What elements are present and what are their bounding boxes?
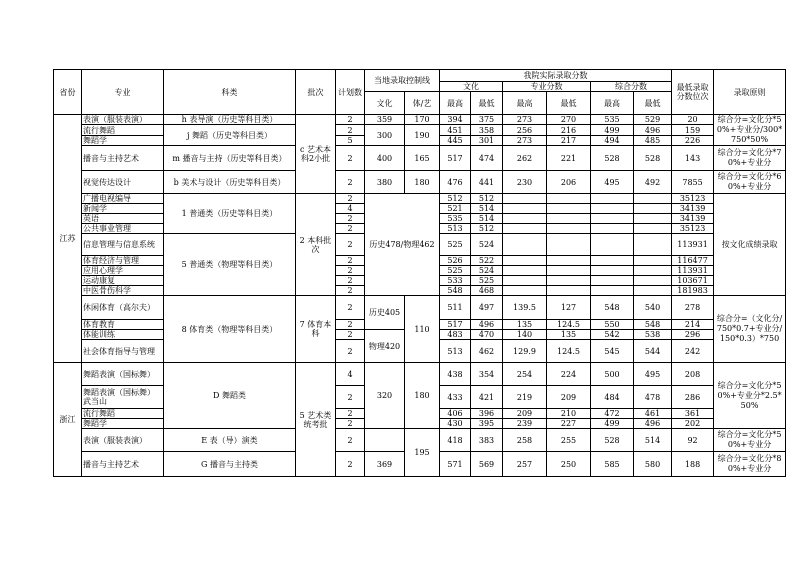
table-row xyxy=(54,194,786,204)
score-cell xyxy=(591,286,634,296)
score-cell: 495 xyxy=(634,363,672,386)
score-cell: 550 xyxy=(591,320,634,330)
score-cell: 540 xyxy=(634,296,672,320)
rank-cell: 113931 xyxy=(672,234,714,256)
score-cell xyxy=(547,286,591,296)
score-cell: 528 xyxy=(634,146,672,171)
rank-cell: 226 xyxy=(672,136,714,146)
score-cell: 472 xyxy=(591,409,634,419)
plan-cell: 2 xyxy=(336,234,365,256)
table-row xyxy=(54,125,786,136)
score-cell: 533 xyxy=(440,276,471,286)
score-cell: 418 xyxy=(440,429,471,452)
score-cell xyxy=(634,256,672,266)
score-cell xyxy=(503,214,547,224)
score-cell: 468 xyxy=(471,286,503,296)
rank-cell: 361 xyxy=(672,409,714,419)
score-cell: 135 xyxy=(547,330,591,340)
major-cell: 中医骨伤科学 xyxy=(82,286,164,296)
plan-cell: 2 xyxy=(336,286,365,296)
score-cell: 529 xyxy=(634,115,672,125)
batch-cell: 5 艺术类统考批 xyxy=(296,363,336,477)
rank-cell: 34139 xyxy=(672,204,714,214)
score-cell: 250 xyxy=(547,452,591,477)
rank-cell: 286 xyxy=(672,386,714,409)
admission-table xyxy=(53,69,786,477)
plan-cell: 2 xyxy=(336,266,365,276)
score-cell: 525 xyxy=(440,266,471,276)
score-cell: 375 xyxy=(471,115,503,125)
score-cell: 514 xyxy=(634,429,672,452)
score-cell: 219 xyxy=(503,386,547,409)
major-cell: 表演（服装表演） xyxy=(82,429,164,452)
score-cell: 497 xyxy=(471,296,503,320)
plan-cell: 2 xyxy=(336,429,365,452)
score-cell: 478 xyxy=(634,386,672,409)
header-culture-low: 最低 xyxy=(471,92,503,115)
score-cell: 461 xyxy=(634,409,672,419)
score-cell: 511 xyxy=(440,296,471,320)
major-cell: 体能训练 xyxy=(82,330,164,340)
control-culture-cell: 历史405 xyxy=(365,296,405,330)
score-cell xyxy=(591,224,634,234)
score-cell xyxy=(591,214,634,224)
rank-cell: 103671 xyxy=(672,276,714,286)
score-cell: 525 xyxy=(471,276,503,286)
score-cell: 394 xyxy=(440,115,471,125)
header-composite: 综合分数 xyxy=(591,82,672,92)
score-cell: 524 xyxy=(471,234,503,256)
score-cell xyxy=(634,194,672,204)
score-cell: 217 xyxy=(547,136,591,146)
score-cell: 254 xyxy=(503,363,547,386)
plan-cell: 2 xyxy=(336,194,365,204)
score-cell xyxy=(547,214,591,224)
rank-cell: 181983 xyxy=(672,286,714,296)
score-cell xyxy=(634,214,672,224)
score-cell xyxy=(547,204,591,214)
plan-cell: 2 xyxy=(336,330,365,340)
header-major: 专业 xyxy=(82,70,164,115)
score-cell xyxy=(591,194,634,204)
score-cell xyxy=(634,266,672,276)
table-row xyxy=(54,146,786,171)
header-min-rank: 最低录取分数位次 xyxy=(672,70,714,115)
score-cell: 496 xyxy=(634,125,672,136)
score-cell: 517 xyxy=(440,320,471,330)
rank-cell: 296 xyxy=(672,330,714,340)
score-cell xyxy=(503,224,547,234)
major-cell: 体育经济与管理 xyxy=(82,256,164,266)
plan-cell: 2 xyxy=(336,224,365,234)
major-cell: 体育教育 xyxy=(82,320,164,330)
score-cell: 548 xyxy=(440,286,471,296)
score-cell: 569 xyxy=(471,452,503,477)
score-cell: 140 xyxy=(503,330,547,340)
score-cell: 462 xyxy=(471,340,503,363)
major-cell: 流行舞蹈 xyxy=(82,409,164,419)
plan-cell: 2 xyxy=(336,276,365,286)
major-cell: 公共事业管理 xyxy=(82,224,164,234)
header-control-culture: 文化 xyxy=(365,92,405,115)
score-cell: 221 xyxy=(547,146,591,171)
score-cell: 548 xyxy=(591,296,634,320)
score-cell: 262 xyxy=(503,146,547,171)
score-cell: 544 xyxy=(634,340,672,363)
rank-cell: 214 xyxy=(672,320,714,330)
principle-cell: 综合分=（文化分/750*0.7+专业分/150*0.3）*750 xyxy=(714,296,786,363)
plan-cell: 5 xyxy=(336,136,365,146)
score-cell: 522 xyxy=(471,256,503,266)
control-culture-cell: 300 xyxy=(365,125,405,146)
score-cell xyxy=(591,266,634,276)
plan-cell: 2 xyxy=(336,214,365,224)
score-cell: 514 xyxy=(471,204,503,214)
control-art-cell: 110 xyxy=(405,296,440,363)
score-cell xyxy=(503,266,547,276)
major-cell: 新闻学 xyxy=(82,204,164,214)
score-cell xyxy=(503,256,547,266)
principle-cell: 按文化成绩录取 xyxy=(714,194,786,296)
score-cell xyxy=(547,224,591,234)
plan-cell: 2 xyxy=(336,115,365,125)
score-cell: 255 xyxy=(547,429,591,452)
plan-cell: 2 xyxy=(336,452,365,477)
score-cell: 124.5 xyxy=(547,340,591,363)
score-cell: 514 xyxy=(471,214,503,224)
major-cell: 流行舞蹈 xyxy=(82,125,164,136)
batch-cell: c 艺术本科2小批 xyxy=(296,115,336,194)
score-cell: 256 xyxy=(503,125,547,136)
score-cell xyxy=(503,204,547,214)
score-cell: 206 xyxy=(547,171,591,194)
score-cell xyxy=(547,276,591,286)
header-prof-low: 最低 xyxy=(547,92,591,115)
score-cell: 495 xyxy=(591,171,634,194)
score-cell: 585 xyxy=(591,452,634,477)
category-cell: D 舞蹈类 xyxy=(164,363,296,429)
score-cell: 500 xyxy=(591,363,634,386)
control-culture-cell: 359 xyxy=(365,115,405,125)
score-cell: 224 xyxy=(547,363,591,386)
plan-cell: 2 xyxy=(336,320,365,330)
score-cell: 525 xyxy=(440,234,471,256)
plan-cell: 4 xyxy=(336,363,365,386)
header-prof-high: 最高 xyxy=(503,92,547,115)
major-cell: 舞蹈表演（国标舞） xyxy=(82,363,164,386)
category-cell: 5 普通类（物理等科目类） xyxy=(164,234,296,296)
plan-cell: 2 xyxy=(336,296,365,320)
table-row xyxy=(54,296,786,320)
rank-cell: 159 xyxy=(672,125,714,136)
rank-cell: 208 xyxy=(672,363,714,386)
score-cell: 396 xyxy=(471,409,503,419)
score-cell: 580 xyxy=(634,452,672,477)
score-cell: 484 xyxy=(591,386,634,409)
major-cell: 社会体育指导与管理 xyxy=(82,340,164,363)
principle-cell: 综合分=文化分*80%+专业分 xyxy=(714,452,786,477)
table-row xyxy=(54,171,786,194)
score-cell: 257 xyxy=(503,452,547,477)
score-cell: 485 xyxy=(634,136,672,146)
score-cell: 470 xyxy=(471,330,503,340)
score-cell: 209 xyxy=(547,386,591,409)
rank-cell: 20 xyxy=(672,115,714,125)
score-cell: 545 xyxy=(591,340,634,363)
control-art-cell: 180 xyxy=(405,363,440,429)
major-cell: 舞蹈学 xyxy=(82,419,164,429)
header-comp-low: 最低 xyxy=(634,92,672,115)
category-cell: h 表导演（历史等科目类） xyxy=(164,115,296,125)
score-cell: 383 xyxy=(471,429,503,452)
header-plan: 计划数 xyxy=(336,70,365,115)
major-cell: 视觉传达设计 xyxy=(82,171,164,194)
header-culture: 文化 xyxy=(440,82,503,92)
score-cell: 542 xyxy=(591,330,634,340)
category-cell: j 舞蹈（历史等科目类） xyxy=(164,125,296,146)
rank-cell: 188 xyxy=(672,452,714,477)
score-cell xyxy=(547,234,591,256)
score-cell: 227 xyxy=(547,419,591,429)
score-cell: 526 xyxy=(440,256,471,266)
score-cell: 535 xyxy=(440,214,471,224)
principle-cell: 综合分=文化分*50%+专业分*2.5*50% xyxy=(714,363,786,429)
score-cell: 216 xyxy=(547,125,591,136)
province-cell: 浙江 xyxy=(54,363,82,477)
major-cell: 广播电视编导 xyxy=(82,194,164,204)
score-cell: 474 xyxy=(471,146,503,171)
plan-cell: 2 xyxy=(336,340,365,363)
header-category: 科类 xyxy=(164,70,296,115)
header-province: 省份 xyxy=(54,70,82,115)
score-cell: 483 xyxy=(440,330,471,340)
score-cell: 499 xyxy=(591,419,634,429)
score-cell: 239 xyxy=(503,419,547,429)
major-cell: 英语 xyxy=(82,214,164,224)
score-cell: 517 xyxy=(440,146,471,171)
score-cell: 513 xyxy=(440,224,471,234)
major-cell: 舞蹈学 xyxy=(82,136,164,146)
rank-cell: 35123 xyxy=(672,194,714,204)
batch-cell: 2 本科批次 xyxy=(296,194,336,296)
header-culture-high: 最高 xyxy=(440,92,471,115)
control-culture-cell: 400 xyxy=(365,146,405,171)
score-cell: 496 xyxy=(634,419,672,429)
header-control-art: 体/艺 xyxy=(405,92,440,115)
score-cell: 273 xyxy=(503,136,547,146)
plan-cell: 2 xyxy=(336,125,365,136)
major-cell: 休闲体育（高尔夫） xyxy=(82,296,164,320)
category-cell: 8 体育类（物理等科目类） xyxy=(164,296,296,363)
score-cell: 512 xyxy=(440,194,471,204)
score-cell: 438 xyxy=(440,363,471,386)
score-cell: 395 xyxy=(471,419,503,429)
plan-cell: 2 xyxy=(336,386,365,409)
principle-cell: 综合分=文化分*70%+专业分 xyxy=(714,146,786,171)
score-cell: 433 xyxy=(440,386,471,409)
score-cell xyxy=(547,194,591,204)
score-cell: 499 xyxy=(591,125,634,136)
score-cell: 210 xyxy=(547,409,591,419)
score-cell: 528 xyxy=(591,429,634,452)
control-normal-cell: 历史478/物理462 xyxy=(365,194,440,296)
principle-cell: 综合分=文化分*50%+专业分/300*750*50% xyxy=(714,115,786,146)
score-cell: 492 xyxy=(634,171,672,194)
score-cell: 512 xyxy=(471,194,503,204)
category-cell: E 表（导）演类 xyxy=(164,429,296,452)
score-cell: 538 xyxy=(634,330,672,340)
table-row xyxy=(54,363,786,386)
score-cell xyxy=(547,266,591,276)
score-cell: 270 xyxy=(547,115,591,125)
principle-cell: 综合分=文化分*50%+专业分 xyxy=(714,429,786,452)
province-cell: 江苏 xyxy=(54,115,82,363)
score-cell: 354 xyxy=(471,363,503,386)
header-batch: 批次 xyxy=(296,70,336,115)
score-cell xyxy=(634,276,672,286)
score-cell: 548 xyxy=(634,320,672,330)
score-cell: 445 xyxy=(440,136,471,146)
rank-cell: 242 xyxy=(672,340,714,363)
score-cell: 406 xyxy=(440,409,471,419)
rank-cell: 113931 xyxy=(672,266,714,276)
major-cell: 表演（服装表演） xyxy=(82,115,164,125)
rank-cell: 34139 xyxy=(672,214,714,224)
score-cell: 135 xyxy=(503,320,547,330)
rank-cell: 278 xyxy=(672,296,714,320)
score-cell: 521 xyxy=(440,204,471,214)
score-cell: 209 xyxy=(503,409,547,419)
rank-cell: 7855 xyxy=(672,171,714,194)
header-control-line: 当地录取控制线 xyxy=(365,70,440,92)
score-cell: 524 xyxy=(471,266,503,276)
score-cell: 124.5 xyxy=(547,320,591,330)
score-cell: 494 xyxy=(591,136,634,146)
control-culture-cell: 320 xyxy=(365,363,405,429)
score-cell xyxy=(634,286,672,296)
plan-cell: 2 xyxy=(336,409,365,419)
principle-cell: 综合分=文化分*60%+专业分 xyxy=(714,171,786,194)
batch-cell: 7 体育本科 xyxy=(296,296,336,363)
score-cell: 273 xyxy=(503,115,547,125)
score-cell xyxy=(591,234,634,256)
score-cell: 528 xyxy=(591,146,634,171)
rank-cell: 143 xyxy=(672,146,714,171)
category-cell: 1 普通类（历史等科目类） xyxy=(164,194,296,234)
category-cell: b 美术与设计（历史等科目类） xyxy=(164,171,296,194)
control-art-cell: 165 xyxy=(405,146,440,171)
control-culture-cell: 380 xyxy=(365,171,405,194)
score-cell xyxy=(634,224,672,234)
score-cell: 430 xyxy=(440,419,471,429)
score-cell: 513 xyxy=(440,340,471,363)
score-cell: 129.9 xyxy=(503,340,547,363)
score-cell xyxy=(591,204,634,214)
rank-cell: 92 xyxy=(672,429,714,452)
score-cell: 512 xyxy=(471,224,503,234)
rank-cell: 202 xyxy=(672,419,714,429)
score-cell: 258 xyxy=(503,429,547,452)
control-art-cell: 180 xyxy=(405,171,440,194)
major-cell: 舞蹈表演（国标舞）武当山 xyxy=(82,386,164,409)
header-professional: 专业分数 xyxy=(503,82,591,92)
score-cell: 441 xyxy=(471,171,503,194)
score-cell xyxy=(591,276,634,286)
header-row xyxy=(54,70,786,82)
control-art-cell: 170 xyxy=(405,115,440,125)
score-cell: 358 xyxy=(471,125,503,136)
rank-cell: 35123 xyxy=(672,224,714,234)
score-cell: 535 xyxy=(591,115,634,125)
score-cell: 571 xyxy=(440,452,471,477)
control-culture-cell xyxy=(365,429,405,452)
control-culture-cell: 物理420 xyxy=(365,330,405,363)
score-cell: 139.5 xyxy=(503,296,547,320)
major-cell: 运动康复 xyxy=(82,276,164,286)
score-cell xyxy=(503,286,547,296)
category-cell: G 播音与主持类 xyxy=(164,452,296,477)
table-row xyxy=(54,115,786,125)
control-culture-cell: 369 xyxy=(365,452,405,477)
score-cell: 301 xyxy=(471,136,503,146)
table-row xyxy=(54,429,786,452)
header-comp-high: 最高 xyxy=(591,92,634,115)
score-cell: 451 xyxy=(440,125,471,136)
major-cell: 信息管理与信息系统 xyxy=(82,234,164,256)
score-cell: 421 xyxy=(471,386,503,409)
header-actual-scores: 我院实际录取分数 xyxy=(440,70,672,82)
score-cell xyxy=(547,256,591,266)
major-cell: 播音与主持艺术 xyxy=(82,452,164,477)
score-cell: 496 xyxy=(471,320,503,330)
major-cell: 播音与主持艺术 xyxy=(82,146,164,171)
plan-cell: 2 xyxy=(336,171,365,194)
control-art-cell: 190 xyxy=(405,125,440,146)
category-cell: m 播音与主持（历史等科目类） xyxy=(164,146,296,171)
plan-cell: 2 xyxy=(336,146,365,171)
score-cell: 476 xyxy=(440,171,471,194)
major-cell: 应用心理学 xyxy=(82,266,164,276)
score-cell xyxy=(503,194,547,204)
plan-cell: 4 xyxy=(336,204,365,214)
plan-cell: 2 xyxy=(336,256,365,266)
score-cell xyxy=(503,276,547,286)
score-cell xyxy=(591,256,634,266)
rank-cell: 116477 xyxy=(672,256,714,266)
score-cell xyxy=(634,234,672,256)
score-cell xyxy=(503,234,547,256)
score-cell: 230 xyxy=(503,171,547,194)
score-cell: 127 xyxy=(547,296,591,320)
header-principle: 录取原则 xyxy=(714,70,786,115)
plan-cell: 2 xyxy=(336,419,365,429)
score-cell xyxy=(634,204,672,214)
control-art-cell: 195 xyxy=(405,429,440,477)
